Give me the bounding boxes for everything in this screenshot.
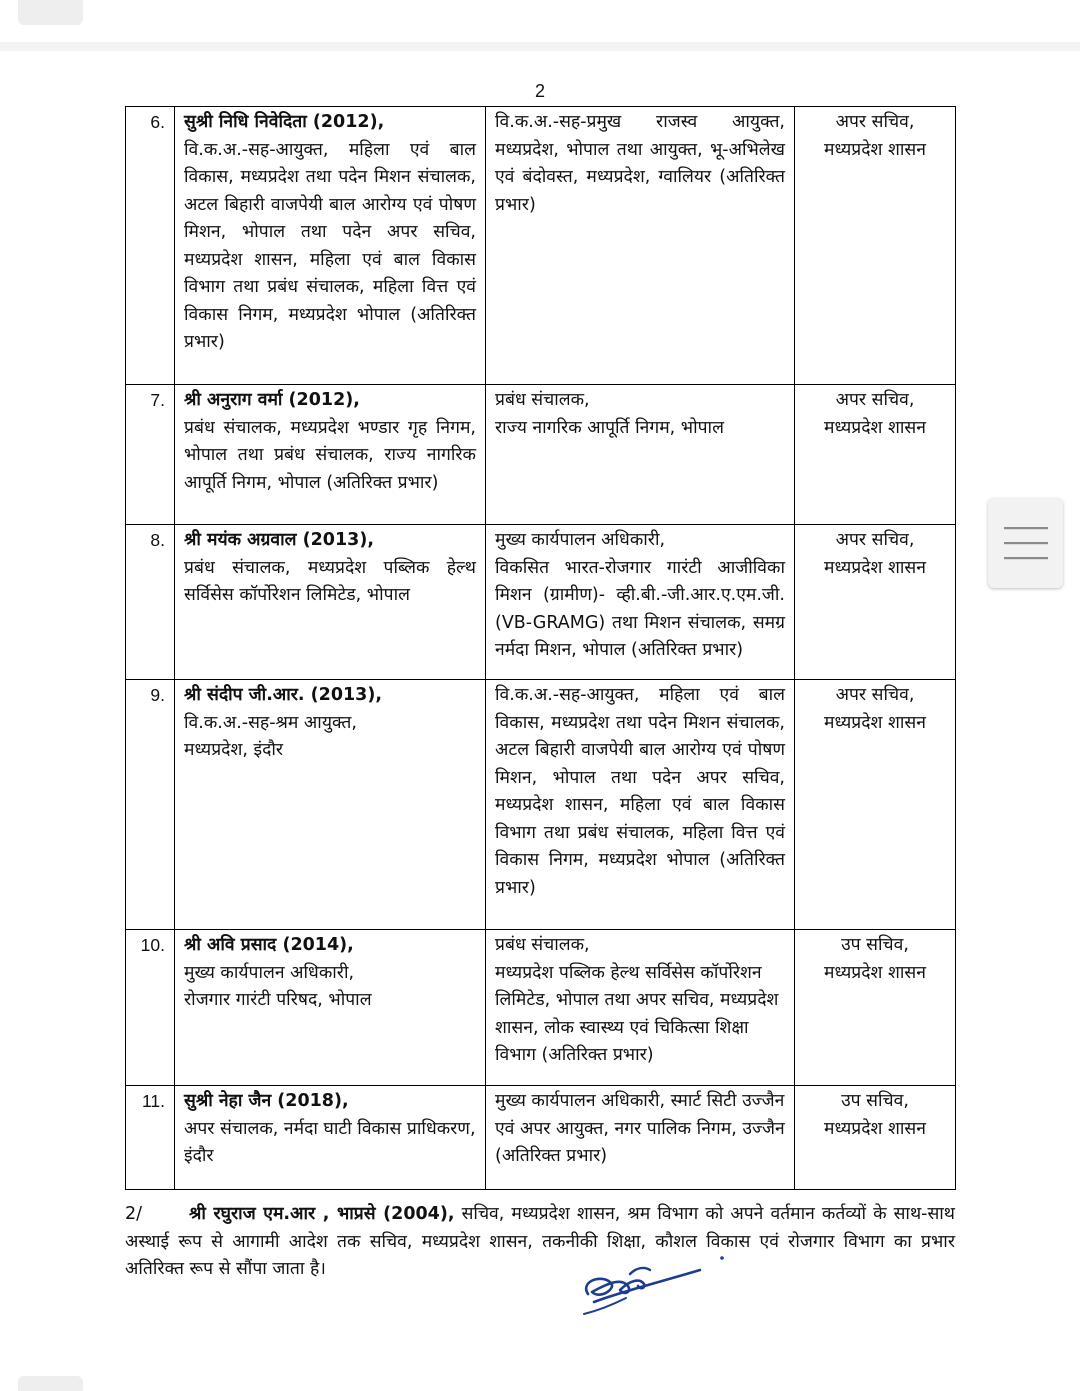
officer-cell [175,385,486,525]
officer-name: श्री अनुराग वर्मा (2012), [184,390,360,410]
officer-cell [175,1086,486,1190]
order-paragraph [125,1201,955,1284]
top-toolbar-handle [18,0,83,25]
new-posting-cell [486,930,795,1086]
serial-number: 9. [126,680,175,930]
officer-name: श्री अवि प्रसाद (2014), [184,935,354,955]
current-posting: वि.क.अ.-सह-आयुक्त, महिला एवं बाल विकास, मध्यप्रदेश तथा पदेन मिशन संचालक, अटल बिहारी वाजपेयी बाल आरोग्य एवं पोषण मिशन, भोपाल तथा पदेन अपर सचिव, मध्यप्रदेश शासन, महिला एवं बाल विकास विभाग तथा प्रबंध संचालक, महिला वित्त एवं विकास निगम, मध्यप्रदेश भोपाल (अतिरिक्त प्रभार) [184,139,476,352]
officer-name: श्री संदीप जी.आर. (2013), [184,685,383,705]
new-posting: वि.क.अ.-सह-प्रमुख राजस्व आयुक्त, मध्यप्रदेश, भोपाल तथा आयुक्त, भू-अभिलेख एवं बंदोवस्त, मध्यप्रदेश, ग्वालियर (अतिरिक्त प्रभार) [486,107,795,385]
officer-cell [175,930,486,1086]
paragraph-number: 2/ [125,1204,143,1224]
serial-number: 6. [126,107,175,385]
designation: अपर सचिव, [835,390,915,410]
government: मध्यप्रदेश शासन [824,557,926,578]
table-row [126,930,956,1086]
government: मध्यप्रदेश शासन [824,139,926,160]
officer-name: सुश्री नेहा जैन (2018), [184,1091,349,1111]
new-posting-title: प्रबंध संचालक, [495,935,590,955]
designation-cell [795,930,956,1086]
new-posting-cell [486,385,795,525]
serial-number: 7. [126,385,175,525]
current-posting: वि.क.अ.-सह-श्रम आयुक्त, [184,712,357,733]
new-posting-title: मुख्य कार्यपालन अधिकारी, [495,530,666,550]
signature-image [570,1252,730,1317]
transfer-order-table [125,106,956,1190]
table-row [126,525,956,680]
table-row [126,107,956,385]
officer-cell [175,525,486,680]
designation: उप सचिव, [841,1091,909,1111]
hamburger-menu-icon [1004,525,1048,561]
top-separator [0,42,1080,51]
designation: अपर सचिव, [835,112,915,132]
new-posting: राज्य नागरिक आपूर्ति निगम, भोपाल [495,417,724,438]
government: मध्यप्रदेश शासन [824,417,926,438]
officer-cell [175,680,486,930]
serial-number: 8. [126,525,175,680]
government: मध्यप्रदेश शासन [824,1118,926,1139]
paragraph-officer-name: श्री रघुराज एम.आर , भाप्रसे (2004), [189,1204,455,1224]
bottom-toolbar-handle [18,1376,83,1391]
new-posting-cell [486,525,795,680]
menu-button[interactable] [988,498,1063,588]
serial-number: 11. [126,1086,175,1190]
designation: उप सचिव, [841,935,909,955]
designation: अपर सचिव, [835,685,915,705]
paragraph-text: सचिव, मध्यप्रदेश शासन, श्रम विभाग को अपने वर्तमान कर्तव्यों के साथ-साथ अस्थाई रूप से आगामी आदेश तक सचिव, मध्यप्रदेश शासन, तकनीकी शिक्षा, कौशल विकास एवं रोजगार विभाग का प्रभार अतिरिक्त रूप से सौंपा जाता है। [125,1204,955,1279]
new-posting: मुख्य कार्यपालन अधिकारी, स्मार्ट सिटी उज्जैन एवं अपर आयुक्त, नगर पालिक निगम, उज्जैन (अतिरिक्त प्रभार) [486,1086,795,1190]
new-posting-title: प्रबंध संचालक, [495,390,590,410]
government: मध्यप्रदेश शासन [824,712,926,733]
current-posting: अपर संचालक, नर्मदा घाटी विकास प्राधिकरण, इंदौर [184,1118,476,1166]
government: मध्यप्रदेश शासन [824,962,926,983]
officer-cell [175,107,486,385]
table-row [126,1086,956,1190]
table-row [126,680,956,930]
current-posting: प्रबंध संचालक, मध्यप्रदेश पब्लिक हेल्थ सर्विसेस कॉर्पोरेशन लिमिटेड, भोपाल [184,557,476,605]
page-number: 2 [534,81,545,101]
current-posting-place: रोजगार गारंटी परिषद, भोपाल [184,990,372,1010]
current-posting-place: मध्यप्रदेश, इंदौर [184,740,284,760]
designation: अपर सचिव, [835,530,915,550]
new-posting: वि.क.अ.-सह-आयुक्त, महिला एवं बाल विकास, मध्यप्रदेश तथा पदेन मिशन संचालक, अटल बिहारी वाजपेयी बाल आरोग्य एवं पोषण मिशन, भोपाल तथा पदेन अपर सचिव, मध्यप्रदेश शासन, महिला एवं बाल विकास विभाग तथा प्रबंध संचालक, महिला वित्त एवं विकास निगम, मध्यप्रदेश भोपाल (अतिरिक्त प्रभार) [486,680,795,930]
current-posting: प्रबंध संचालक, मध्यप्रदेश भण्डार गृह निगम, भोपाल तथा प्रबंध संचालक, राज्य नागरिक आपूर्ति निगम, भोपाल (अतिरिक्त प्रभार) [184,417,476,493]
designation-cell [795,525,956,680]
table-row [126,385,956,525]
current-posting: मुख्य कार्यपालन अधिकारी, [184,962,355,983]
designation-cell [795,680,956,930]
designation-cell [795,385,956,525]
new-posting: विकसित भारत-रोजगार गारंटी आजीविका मिशन (ग्रामीण)- व्ही.बी.-जी.आर.ए.एम.जी.(VB-GRAMG) तथा मिशन संचालक, समग्र नर्मदा मिशन, भोपाल (अतिरिक्त प्रभार) [495,557,785,660]
designation-cell [795,1086,956,1190]
officer-name: श्री मयंक अग्रवाल (2013), [184,530,374,550]
officer-name: सुश्री निधि निवेदिता (2012), [184,112,385,132]
designation-cell [795,107,956,385]
serial-number: 10. [126,930,175,1086]
new-posting: मध्यप्रदेश पब्लिक हेल्थ सर्विसेस कॉर्पोरेशन लिमिटेड, भोपाल तथा अपर सचिव, मध्यप्रदेश शासन, लोक स्वास्थ्य एवं चिकित्सा शिक्षा विभाग (अतिरिक्त प्रभार) [495,962,779,1065]
